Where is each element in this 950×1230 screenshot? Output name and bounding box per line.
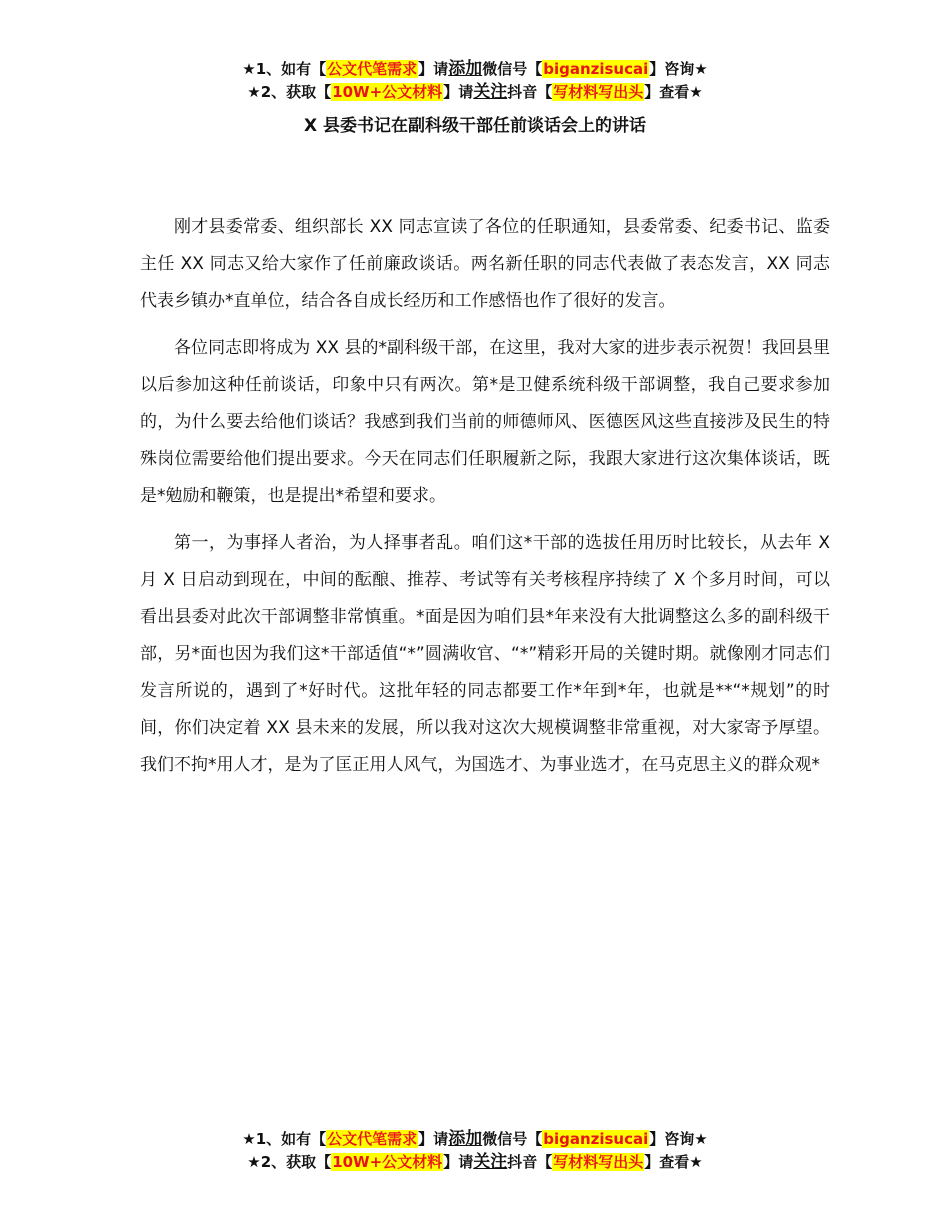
banner-text: 微信号【 (482, 60, 543, 78)
paragraph-3: 第一，为事择人者治，为人择事者乱。咱们这*干部的选拔任用历时比较长，从去年 X 月 X 日启动到现在，中间的酝酿、推荐、考试等有关考核程序持续了 X 个多月时间，可以看出县委对此次干部调整非常慎重。*面是因为咱们县*年来没有大批调整这么多的副科级干部，另*面也因为我们这*干部适值“*”圆满收官、“*”精彩开局的关键时期。就像刚才同志们发言所说的，遇到了*好时代。这批年轻的同志都要工作*年到*年，也就是**“*规划”的时间，你们决定着 XX 县未来的发展，所以我对这次大规模调整非常重视，对大家寄予厚望。我们不拘*用人才，是为了匡正用人风气，为国选才、为事业选才，在马克思主义的群众观* (140, 533, 830, 775)
banner-text: 抖音【 (507, 83, 553, 101)
banner-text: 抖音【 (507, 1153, 553, 1171)
header-banner (0, 58, 950, 104)
emphasis-text: 添加 (448, 59, 483, 79)
banner-text: ★1、如有【 (242, 60, 327, 78)
emphasis-text: 关注 (473, 1152, 508, 1172)
paragraph-1: 刚才县委常委、组织部长 XX 同志宣读了各位的任职通知，县委常委、纪委书记、监委主任 XX 同志又给大家作了任前廉政谈话。两名新任职的同志代表做了表态发言，XX 同志代表乡镇办*直单位，结合各自成长经历和工作感悟也作了很好的发言。 (140, 217, 830, 311)
banner-text: ★2、获取【 (247, 83, 332, 101)
banner-line-2 (0, 1151, 950, 1174)
paragraph-2: 各位同志即将成为 XX 县的*副科级干部，在这里，我对大家的进步表示祝贺！我回县里以后参加这种任前谈话，印象中只有两次。第*是卫健系统科级干部调整，我自己要求参加的，为什么要去给他们谈话？我感到我们当前的师德师风、医德医风这些直接涉及民生的特殊岗位需要给他们提出要求。今天在同志们任职履新之际，我跟大家进行这次集体谈话，既是*勉励和鞭策，也是提出*希望和要求。 (140, 338, 830, 506)
document-title: X 县委书记在副科级干部任前谈话会上的讲话 (303, 116, 647, 136)
footer-banner (0, 1128, 950, 1174)
highlight-service: 公文代笔需求 (327, 1130, 418, 1148)
banner-text: ★1、如有【 (242, 1130, 327, 1148)
banner-text: 】请 (443, 1153, 474, 1171)
banner-text: 】请 (443, 83, 474, 101)
highlight-service: 公文代笔需求 (327, 60, 418, 78)
banner-line-2 (0, 81, 950, 104)
emphasis-text: 添加 (448, 1129, 483, 1149)
highlight-materials: 10W+公文材料 (332, 1153, 443, 1171)
banner-text: 】请 (418, 1130, 449, 1148)
banner-line-1 (0, 58, 950, 81)
banner-text: ★2、获取【 (247, 1153, 332, 1171)
banner-text: 】查看★ (644, 1153, 703, 1171)
banner-line-1 (0, 1128, 950, 1151)
highlight-wechat-id: biganzisucai (543, 60, 649, 78)
banner-text: 】请 (418, 60, 449, 78)
document-body (140, 209, 830, 794)
highlight-wechat-id: biganzisucai (543, 1130, 649, 1148)
emphasis-text: 关注 (473, 82, 508, 102)
banner-text: 】咨询★ (649, 60, 708, 78)
banner-text: 微信号【 (482, 1130, 543, 1148)
banner-text: 】咨询★ (649, 1130, 708, 1148)
highlight-douyin-account: 写材料写出头 (553, 1153, 644, 1171)
banner-text: 】查看★ (644, 83, 703, 101)
highlight-douyin-account: 写材料写出头 (553, 83, 644, 101)
highlight-materials: 10W+公文材料 (332, 83, 443, 101)
